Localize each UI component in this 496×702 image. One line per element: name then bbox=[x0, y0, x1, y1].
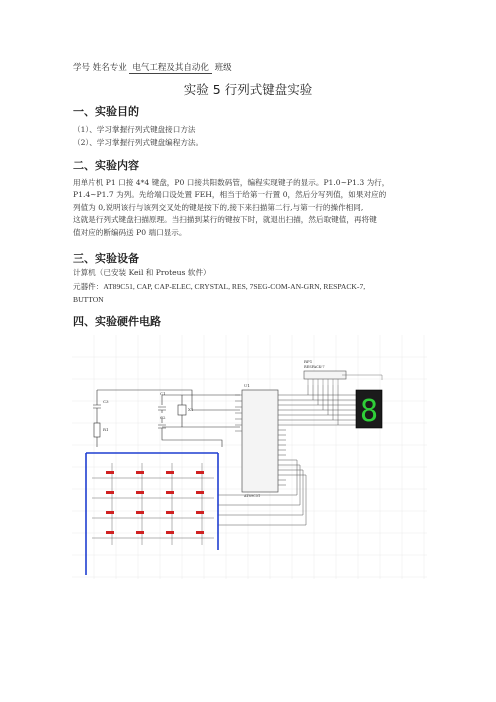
rp1-part-label: RESPACK-7 bbox=[304, 365, 325, 369]
r1-label: R1 bbox=[103, 427, 109, 432]
u1-label: U1 bbox=[244, 383, 250, 388]
equipment-line-1: 计算机（已安装 Keil 和 Proteus 软件） bbox=[73, 268, 211, 277]
equipment-line-3: BUTTON bbox=[73, 295, 104, 304]
section-heading-equipment: 三、实验设备 bbox=[73, 252, 139, 265]
content-line-1: 用单片机 P1 口接 4*4 键盘，P0 口接共阳数码管，编程实现键子的显示。P1.0~P1.3 为行， bbox=[73, 178, 390, 187]
reset-circuit bbox=[93, 390, 240, 447]
resistor-pack bbox=[304, 371, 346, 385]
crystal-circuit bbox=[158, 395, 240, 447]
x1-label: X1 bbox=[188, 407, 194, 412]
experiment-title: 实验 5 行列式键盘实验 bbox=[183, 82, 313, 97]
c1-label: C1 bbox=[160, 391, 166, 396]
p0-bus bbox=[286, 385, 356, 425]
circuit-schematic bbox=[72, 335, 427, 579]
objective-line-1: （1）、学习掌握行列式键盘接口方法 bbox=[73, 125, 196, 134]
section-heading-content: 二、实验内容 bbox=[73, 159, 139, 172]
c3-label: C3 bbox=[103, 399, 109, 404]
section-heading-objective: 一、实验目的 bbox=[73, 105, 139, 118]
content-line-5: 值对应的断编码送 P0 端口显示。 bbox=[73, 227, 187, 237]
content-paragraph bbox=[73, 177, 423, 239]
class-label: 班级 bbox=[214, 63, 232, 73]
display-digit: 8 bbox=[359, 394, 379, 429]
content-line-4: 这就是行列式键盘扫描原理。当扫描到某行的键按下时，就退出扫描，然后取键值，再将键 bbox=[73, 215, 377, 225]
objective-line-2: （2）、学习掌握行列式键盘编程方法。 bbox=[73, 138, 204, 147]
content-line-2: P1.4~P1.7 为列。先给端口设处置 FEH，相当于给第一行置 0，然后分写列值，如果对应的 bbox=[73, 190, 387, 200]
equipment-line-2: 元器件：AT89C51, CAP, CAP-ELEC, CRYSTAL, RES, 7SEG-COM-AN-GRN, RESPACK-7, bbox=[73, 282, 366, 291]
student-info-line bbox=[73, 61, 232, 73]
u1-part-label: AT89C51 bbox=[244, 494, 261, 498]
content-line-3: 列值为 0,说明该行与该列交叉处的键是按下的,接下来扫描第二行,与第一行的操作相同, bbox=[73, 202, 364, 212]
keypad-matrix bbox=[92, 463, 214, 545]
rp1-label: RP1 bbox=[304, 359, 313, 364]
mcu-chip bbox=[235, 390, 286, 492]
section-heading-circuit: 四、实验硬件电路 bbox=[73, 315, 161, 328]
student-info-label: 学号 姓名专业 bbox=[73, 63, 127, 73]
major-value: 电气工程及其自动化 bbox=[129, 63, 212, 74]
c2-label: C2 bbox=[160, 415, 166, 420]
